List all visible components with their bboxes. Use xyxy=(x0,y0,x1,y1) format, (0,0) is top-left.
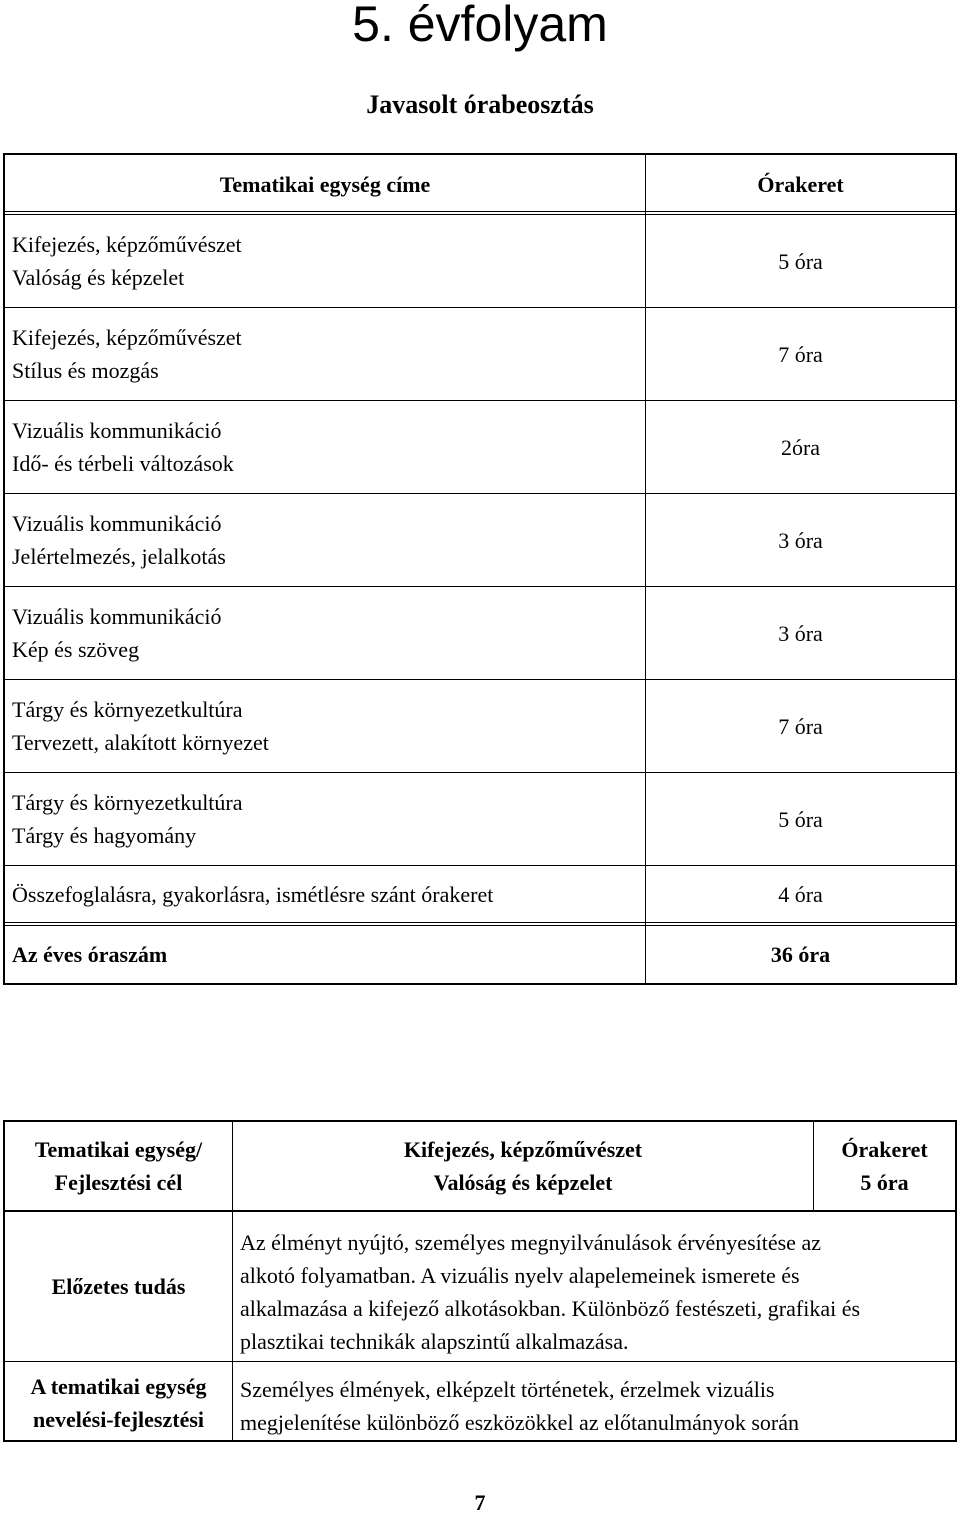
table-row xyxy=(5,680,955,772)
unit-header-line-1: Tematikai egység/ xyxy=(34,1137,203,1162)
unit-header-line-2: Fejlesztési cél xyxy=(54,1170,183,1195)
unit-hours-label: Órakeret xyxy=(841,1137,928,1162)
table-row xyxy=(5,773,955,865)
prior-line: plasztikai technikák alapszintű alkalmazása. xyxy=(240,1329,629,1354)
prior-line: Az élményt nyújtó, személyes megnyilvánulások érvényesítése az xyxy=(240,1230,821,1255)
prior-knowledge-text xyxy=(240,1226,955,1361)
table-header-row xyxy=(5,155,955,213)
row-topic xyxy=(5,680,645,772)
total-label: Az éves óraszám xyxy=(12,942,168,967)
row-topic xyxy=(5,494,645,586)
row-line-1: Tárgy és környezetkultúra xyxy=(12,697,243,722)
goal-text xyxy=(240,1373,955,1440)
row-topic xyxy=(5,587,645,679)
goal-label-line-2: nevelési-fejlesztési xyxy=(32,1406,205,1432)
row-topic xyxy=(5,773,645,865)
row-line-1: Kifejezés, képzőművészet xyxy=(12,232,242,257)
row-hours: 5 óra xyxy=(778,248,823,274)
unit-table xyxy=(3,1120,957,1442)
row-divider xyxy=(5,1361,955,1362)
unit-hours-value: 5 óra xyxy=(860,1170,909,1195)
prior-line: alkalmazása a kifejező alkotásokban. Különböző festészeti, grafikai és xyxy=(240,1296,861,1321)
summary-row xyxy=(5,866,955,922)
row-line-1: Vizuális kommunikáció xyxy=(12,418,222,443)
total-hours: 36 óra xyxy=(770,942,831,967)
row-line-1: Kifejezés, képzőművészet xyxy=(12,325,242,350)
page-subtitle: Javasolt órabeosztás xyxy=(366,90,594,119)
unit-topic-line-1: Kifejezés, képzőművészet xyxy=(403,1137,643,1162)
row-hours: 7 óra xyxy=(778,341,823,367)
unit-header-label xyxy=(5,1122,232,1210)
table-row xyxy=(5,308,955,400)
prior-line: alkotó folyamatban. A vizuális nyelv alapelemeinek ismerete és xyxy=(240,1263,800,1288)
row-hours: 2óra xyxy=(780,434,821,460)
goal-label-line-1: A tematikai egység xyxy=(30,1373,207,1399)
row-line-2: Stílus és mozgás xyxy=(12,358,159,383)
header-hours: Órakeret xyxy=(757,171,844,197)
unit-hours xyxy=(814,1122,955,1210)
row-topic xyxy=(5,308,645,400)
page-number: 7 xyxy=(474,1490,486,1515)
row-line-1: Vizuális kommunikáció xyxy=(12,604,222,629)
unit-topic xyxy=(233,1122,813,1210)
total-row xyxy=(5,926,955,983)
row-line-2: Tervezett, alakított környezet xyxy=(12,730,269,755)
row-hours: 3 óra xyxy=(778,527,823,553)
unit-topic-line-2: Valóság és képzelet xyxy=(433,1170,613,1195)
header-topic: Tematikai egység címe xyxy=(219,171,431,197)
row-topic xyxy=(5,401,645,493)
goal-label xyxy=(5,1365,232,1440)
table-row xyxy=(5,401,955,493)
row-line-1: Vizuális kommunikáció xyxy=(12,511,222,536)
page-title: 5. évfolyam xyxy=(352,0,608,52)
summary-hours: 4 óra xyxy=(778,881,823,907)
row-line-2: Kép és szöveg xyxy=(12,637,140,662)
prior-knowledge-label xyxy=(5,1212,232,1361)
row-hours: 3 óra xyxy=(778,620,823,646)
table-row xyxy=(5,494,955,586)
prior-knowledge-label-text: Előzetes tudás xyxy=(51,1274,186,1299)
row-line-2: Tárgy és hagyomány xyxy=(12,823,197,848)
schedule-table xyxy=(3,153,957,985)
goal-line: Személyes élmények, elképzelt történetek, érzelmek vizuális xyxy=(240,1377,775,1402)
row-hours: 7 óra xyxy=(778,713,823,739)
row-topic xyxy=(5,215,645,307)
row-line-2: Idő- és térbeli változások xyxy=(12,451,234,476)
goal-line: megjelenítése különböző eszközökkel az előtanulmányok során xyxy=(240,1410,799,1435)
table-row xyxy=(5,587,955,679)
table-row xyxy=(5,215,955,307)
row-line-2: Jelértelmezés, jelalkotás xyxy=(12,544,226,569)
row-line-1: Tárgy és környezetkultúra xyxy=(12,790,243,815)
summary-label: Összefoglalásra, gyakorlásra, ismétlésre szánt órakeret xyxy=(12,881,494,907)
row-hours: 5 óra xyxy=(778,806,823,832)
row-line-2: Valóság és képzelet xyxy=(12,265,185,290)
